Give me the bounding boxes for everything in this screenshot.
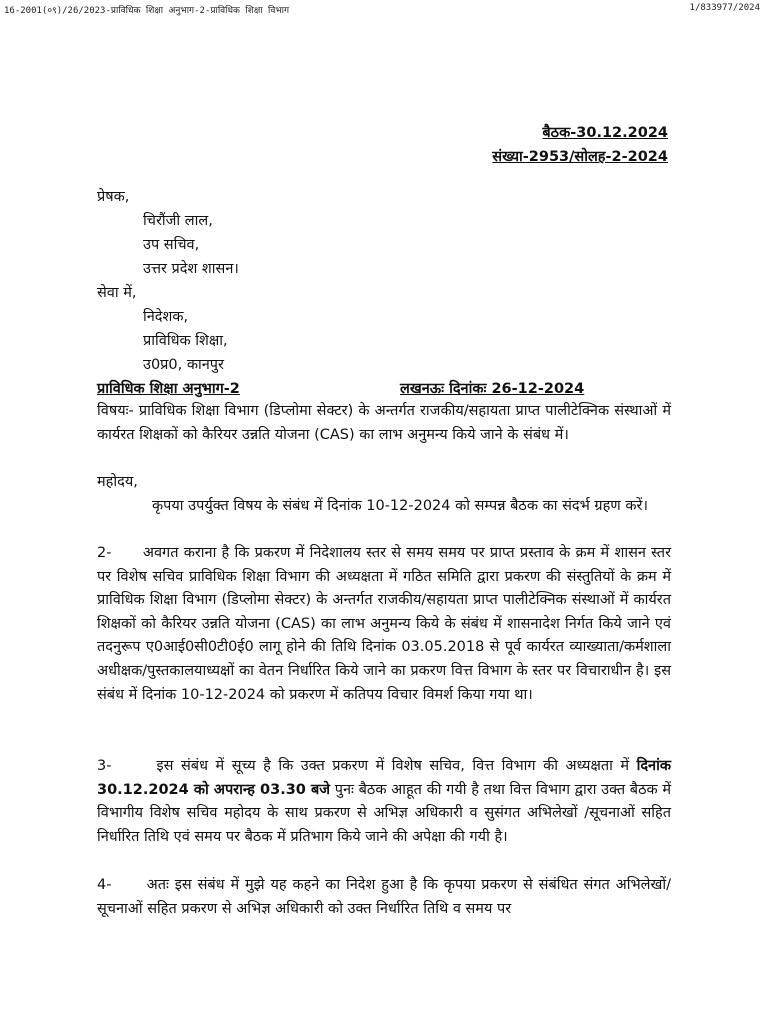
sender-post: उप सचिव, bbox=[143, 237, 200, 253]
meeting-datetime: दिनांक 30.12.2024 को अपरान्ह 03.30 बजे bbox=[97, 758, 677, 798]
letter-date: लखनऊः दिनांकः 26-12-2024 bbox=[400, 381, 585, 397]
paragraph-4: 4- अतः इस संबंध में मुझे यह कहने का निदेश हुआ है कि कृपया प्रकरण से संबंधित संगत अभिलेखों/सूचनाओं सहित प्रकरण से अभिज्ञ अधिकारी को उक्त निर्धारित तिथि व समय पर bbox=[97, 877, 671, 917]
letter-number: संख्या-2953/सोलह-2-2024 bbox=[492, 149, 668, 165]
paragraph-3-start: 3- इस संबंध में सूच्य है कि उक्त प्रकरण में विशेष सचिव, वित्त विभाग की अध्यक्षता में bbox=[97, 758, 637, 774]
salutation: महोदय, bbox=[97, 474, 138, 490]
paragraph-2: 2- अवगत कराना है कि प्रकरण में निदेशालय स्तर से समय समय पर प्राप्त प्रस्ताव के क्रम में शासन स्तर पर विशेष सचिव प्राविधिक शिक्षा विभाग की अध्यक्षता में गठित समिति द्वारा प्रकरण की संस्तुतियों के क्रम में प्राविधिक शिक्षा विभाग (डिप्लोमा सेक्टर) के अन्तर्गत राजकीय/सहायता प्राप्त पालीटेक्निक संस्थाओं में कार्यरत शिक्षकों को कैरियर उन्नति योजना (CAS) का लाभ अनुमन्य किये के संबंध में शासनादेश निर्गत किये जाने एवं तदनुरूप ए0आई0सी0टी0ई0 लागू होने की तिथि दिनांक 03.05.2018 से पूर्व कार्यरत व्याख्याता/कर्मशाला अधीक्षक/पुस्तकालयाध्यक्षों का वेतन निर्धारित किये जाने का प्रकरण वित्त विभाग के स्तर पर विचाराधीन है। इस संबंध में दिनांक 10-12-2024 को प्रकरण में कतिपय विचार विमर्श किया गया था। bbox=[97, 545, 676, 703]
subject: विषयः- प्राविधिक शिक्षा विभाग (डिप्लोमा सेक्टर) के अन्तर्गत राजकीय/सहायता प्राप्त पालीटेक्निक संस्थाओं में कार्यरत शिक्षकों को कैरियर उन्नति योजना (CAS) का लाभ अनुमन्य किये जाने के संबंध में। bbox=[97, 403, 671, 443]
paragraph-1: कृपया उपर्युक्त विषय के संबंध में दिनांक 10-12-2024 को सम्पन्न बैठक का संदर्भ ग्रहण करें। bbox=[152, 498, 648, 514]
paragraph-3 bbox=[97, 755, 677, 849]
section-name: प्राविधिक शिक्षा अनुभाग-2 bbox=[97, 381, 240, 397]
sender-name: चिरौंजी लाल, bbox=[143, 213, 213, 229]
sender-label: प्रेषक, bbox=[97, 189, 130, 205]
recipient-place: उ0प्र0, कानपुर bbox=[143, 357, 224, 373]
recipient-post: निदेशक, bbox=[143, 309, 189, 325]
document-number: 1/833977/2024 bbox=[689, 3, 760, 13]
recipient-label: सेवा में, bbox=[97, 285, 137, 301]
sender-office: उत्तर प्रदेश शासन। bbox=[143, 261, 239, 277]
paragraph-3-end: पुनः बैठक आहूत की गयी है तथा वित्त विभाग द्वारा उक्त बैठक में विभागीय विशेष सचिव महोदय के साथ प्रकरण से अभिज्ञ अधिकारी व सुसंगत अभिलेखों /सूचनाओं सहित निर्धारित तिथि एवं समय पर बैठक में प्रतिभाग किये जाने की अपेक्षा की गयी है। bbox=[97, 781, 676, 845]
meeting-date: बैठक-30.12.2024 bbox=[542, 125, 668, 141]
recipient-dept: प्राविधिक शिक्षा, bbox=[143, 333, 228, 349]
file-reference: 16-2001(०९)/26/2023-प्राविधिक शिक्षा अनुभाग-2-प्राविधिक शिक्षा विभाग bbox=[4, 6, 290, 16]
